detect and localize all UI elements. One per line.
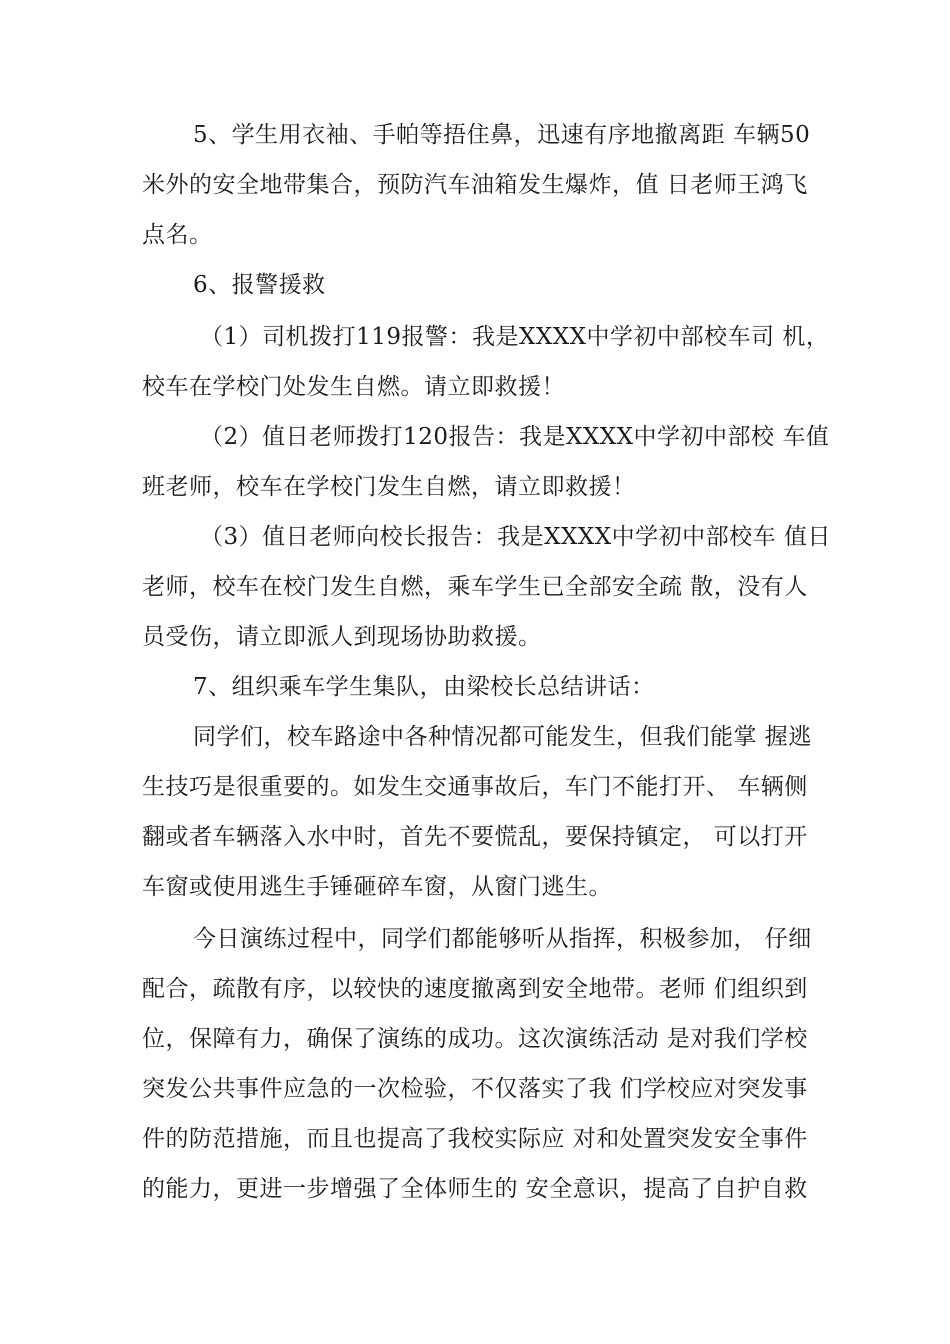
speech-2-line-1: 今日演练过程中，同学们都能够听从指挥，积极参加， 仔细 — [193, 926, 812, 952]
speech-2-line-3: 位，保障有力，确保了演练的成功。这次演练活动 是对我们学校 — [142, 1026, 808, 1052]
speech-2-line-5: 件的防范措施，而且也提高了我校实际应 对和处置突发安全事件 — [142, 1126, 808, 1152]
item-6-3-line-2: 老师，校车在校门发生自燃，乘车学生已全部安全疏 散，没有人 — [142, 574, 808, 600]
speech-2-line-6: 的能力，更进一步增强了全体师生的 安全意识，提高了自护自救 — [142, 1176, 808, 1202]
item-6-2-line-1: （2）值日老师拨打120报告：我是XXXX中学初中部校 车值 — [200, 424, 830, 450]
item-6-1-line-2: 校车在学校门处发生自燃。请立即救援！ — [142, 374, 565, 400]
speech-1-line-3: 翻或者车辆落入水中时，首先不要慌乱，要保持镇定， 可以打开 — [142, 824, 808, 850]
speech-2-line-4: 突发公共事件应急的一次检验，不仅落实了我 们学校应对突发事 — [142, 1076, 808, 1102]
speech-1-line-2: 生技巧是很重要的。如发生交通事故后，车门不能打开、 车辆侧 — [142, 774, 808, 800]
paragraph-5-line-2: 米外的安全地带集合，预防汽车油箱发生爆炸，值 日老师王鸿飞 — [142, 172, 808, 198]
item-6-3-line-1: （3）值日老师向校长报告：我是XXXX中学初中部校车 值日 — [200, 524, 831, 550]
speech-1-line-4: 车窗或使用逃生手锤砸碎车窗，从窗门逃生。 — [142, 874, 612, 900]
heading-7: 7、组织乘车学生集队，由梁校长总结讲话： — [193, 674, 655, 700]
item-6-1-line-1: （1）司机拨打119报警：我是XXXX中学初中部校车司 机， — [200, 324, 830, 350]
speech-2-line-2: 配合，疏散有序，以较快的速度撤离到安全地带。老师 们组织到 — [142, 976, 808, 1002]
paragraph-5-line-1: 5、学生用衣袖、手帕等捂住鼻，迅速有序地撤离距 车辆50 — [193, 122, 811, 148]
speech-1-line-1: 同学们，校车路途中各种情况都可能发生，但我们能掌 握逃 — [193, 724, 812, 750]
paragraph-5-line-3: 点名。 — [142, 222, 213, 248]
item-6-2-line-2: 班老师，校车在学校门发生自燃，请立即救援！ — [142, 474, 636, 500]
item-6-3-line-3: 员受伤，请立即派人到现场协助救援。 — [142, 624, 542, 650]
heading-6: 6、报警援救 — [193, 272, 326, 298]
